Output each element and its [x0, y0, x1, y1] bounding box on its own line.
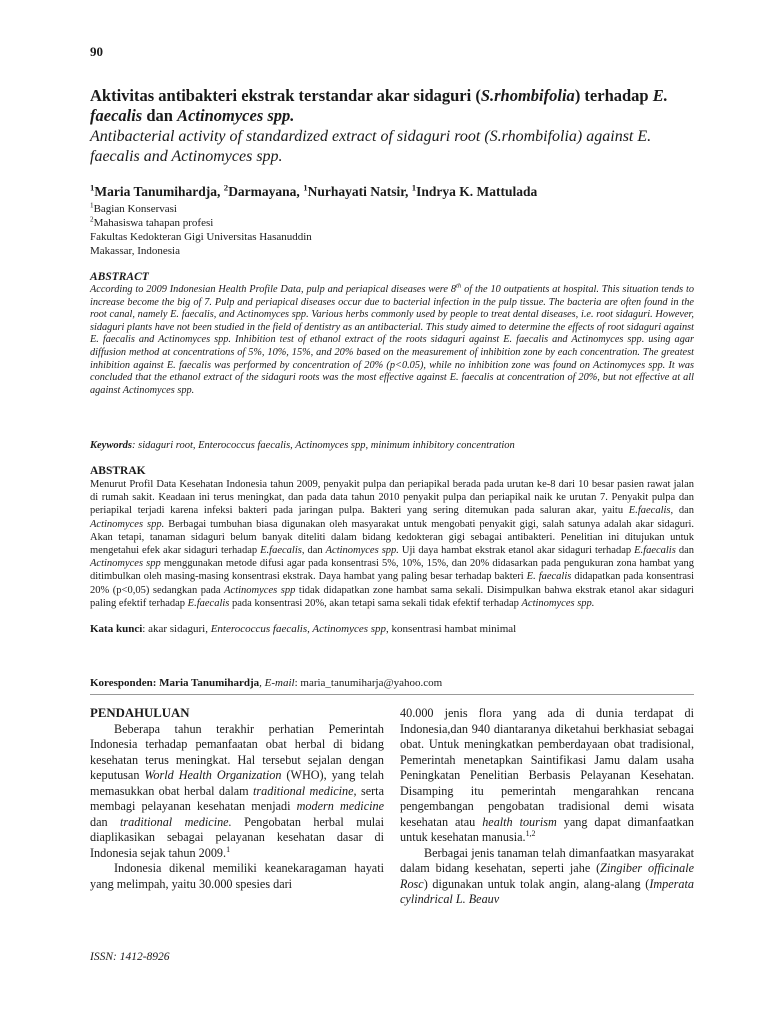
- paragraph: 40.000 jenis flora yang ada di dunia terdapat di Indonesia,dan 940 diantaranya diketahui berkhasiat sebagai obat. Untuk meningkatkan pemberdayaan obat tradisional, Pemerintah menetapkan Saintifikasi Jamu dalam usaha Peningkatan Penelitian Berbasis Pelayanan Kesehatan. Disamping itu pemerintah mengarahkan rencana pengembangan pengobatan tradisional demi wisata kesehatan atau health tourism yang dapat dimanfaatkan untuk kesehatan manusia.$^{1,2}$: [400, 706, 694, 844]
- paragraph: Berbagai jenis tanaman telah dimanfaatkan masyarakat dalam bidang kesehatan, seperti jahe (Zingiber officinale Rosc) digunakan untuk tolak angin, alang-alang (Imperata cylindrical L. Beauv: [400, 845, 695, 906]
- faculty: Fakultas Kedokteran Gigi Universitas Hasanuddin: [90, 231, 312, 243]
- body-column-left: [90, 706, 384, 892]
- kata-kunci: Kata kunci: akar sidaguri, Enterococcus faecalis, Actinomyces spp, konsentrasi hambat minimal: [90, 623, 517, 635]
- article-title-english: Antibacterial activity of standardized extract of sidaguri root (S.rhombifolia) against E. faecalis and Actinomyces spp.: [90, 128, 652, 165]
- page-number: 90: [90, 44, 103, 59]
- correspondent: Koresponden: Maria Tanumihardja, E-mail: maria_tanumiharja@yahoo.com: [90, 677, 443, 689]
- affiliations: [90, 202, 312, 258]
- body-column-right: [400, 706, 694, 908]
- paragraph: Indonesia dikenal memiliki keanekaragaman hayati yang melimpah, yaitu 30.000 spesies dari: [90, 861, 384, 891]
- affiliation-1: $^1$Bagian Konservasi: [90, 201, 177, 215]
- author-list: $^1$Maria Tanumihardja, $^2$Darmayana, $^1$Nurhayati Natsir, $^1$Indrya K. Mattulada: [90, 182, 538, 199]
- abstrak-text: Menurut Profil Data Kesehatan Indonesia tahun 2009, penyakit pulpa dan periapikal berada pada urutan ke-8 dari 10 besar pasien rawat jalan di rumah sakit. Keadaan ini terus meningkat, dan pada data tahun 2010 penyakit pulpa dan periapikal naik ke urutan 7. Penyakit pulpa dan periapikal terjadi karena infeksi bakteri pada jaringan pulpa. Bakteri yang sering ditemukan pada saluran akar, yaitu E.faecalis, dan Actinomyces spp. Berbagai tumbuhan biasa digunakan oleh masyarakat untuk mengobati penyakit gigi, salah satunya adalah akar sidaguri. Akan tetapi, tanaman sidaguri belum banyak diteliti dalam bidang kedokteran gigi sebagai antibakteri. Penelitian ini ditujukan untuk mengetahui efek akar sidaguri terhadap E.faecalis, dan Actinomyces spp. Uji daya hambat ekstrak etanol akar sidaguri terhadap E.faecalis dan Actinomyces spp menggunakan metode difusi agar pada konsentrasi 5%, 10%, 15%, dan 20% didasarkan pada pengukuran zona hambat yang ditimbulkan oleh masing-masing konsentrasi ekstrak. Daya hambat yang paling besar terhadap bakteri E. faecalis didapatkan pada konsentrasi 20% (p<0,05) sedangkan pada Actinomyces spp tidak didapatkan zone hambat sama sekali. Disimpulkan bahwa ekstrak etanol akar sidaguri paling efektif terhadap E.faecalis pada konsentrasi 20%, akan tetapi sama sekali tidak efektif terhadap Actinomyces spp.: [90, 479, 695, 609]
- city: Makassar, Indonesia: [90, 245, 180, 257]
- divider: [90, 694, 694, 695]
- abstract-text: According to 2009 Indonesian Health Profile Data, pulp and periapical diseases were 8th of the 10 outpatients at hospital. This situation tends to increase become the big of 7. Pulp and periapical diseases occur due to bacterial infection in the pulp tissue. The bacteria are often found in the root canal, namely E. faecalis, and Actinomyces spp. Various herbs commonly used by people to treat dental diseases, i.e. root sidaguri. However, sidaguri plants have not been studied in the field of dentistry as an antibacterial. This study aimed to determine the effects of root sidaguri against E. faecalis and Actinomyces spp. Inhibition test of ethanol extract of the roots sidaguri against E. faecalis and Actinomyces spp. using agar diffusion method at concentrations of 5%, 10%, 15%, and 20% based on the measurement of inhibition zone by each concentration. The greatest inhibition against E. faecalis was performed by concentration of 20% (p<0.05), while no inhibition zone was found on Actinomyces spp. It was concluded that the ethanol extract of the sidaguri roots was the most effective against E. faecalis at concentration of 20%, but not effective at all against Actinomyces spp.: [90, 282, 694, 396]
- keywords: Keywords: sidaguri root, Enterococcus faecalis, Actinomyces spp, minimum inhibitory concentration: [90, 440, 515, 451]
- article-title-indonesian: Aktivitas antibakteri ekstrak terstandar akar sidaguri (S.rhombifolia) terhadap E. faecalis dan Actinomyces spp.: [90, 86, 668, 125]
- abstract-heading: ABSTRACT: [90, 271, 149, 283]
- affiliation-2: $^2$Mahasiswa tahapan profesi: [90, 215, 214, 229]
- issn-footer: ISSN: 1412-8926: [90, 951, 170, 963]
- paragraph: Beberapa tahun terakhir perhatian Pemerintah Indonesia terhadap pemanfaatan obat herbal di bidang kesehatan terus meningkat. Hal tersebut sejalan dengan keputusan World Health Organization (WHO), yang telah memasukkan obat herbal dalam traditional medicine, serta membagi pelayanan kesehatan menjadi modern medicine dan traditional medicine. Pengobatan herbal mulai diaplikasikan sebagai pelayanan kesehatan dasar di Indonesia sejak tahun 2009.$^1$: [90, 721, 384, 860]
- section-heading: PENDAHULUAN: [90, 706, 190, 720]
- journal-page: [90, 0, 694, 1024]
- abstrak-heading: ABSTRAK: [90, 465, 146, 477]
